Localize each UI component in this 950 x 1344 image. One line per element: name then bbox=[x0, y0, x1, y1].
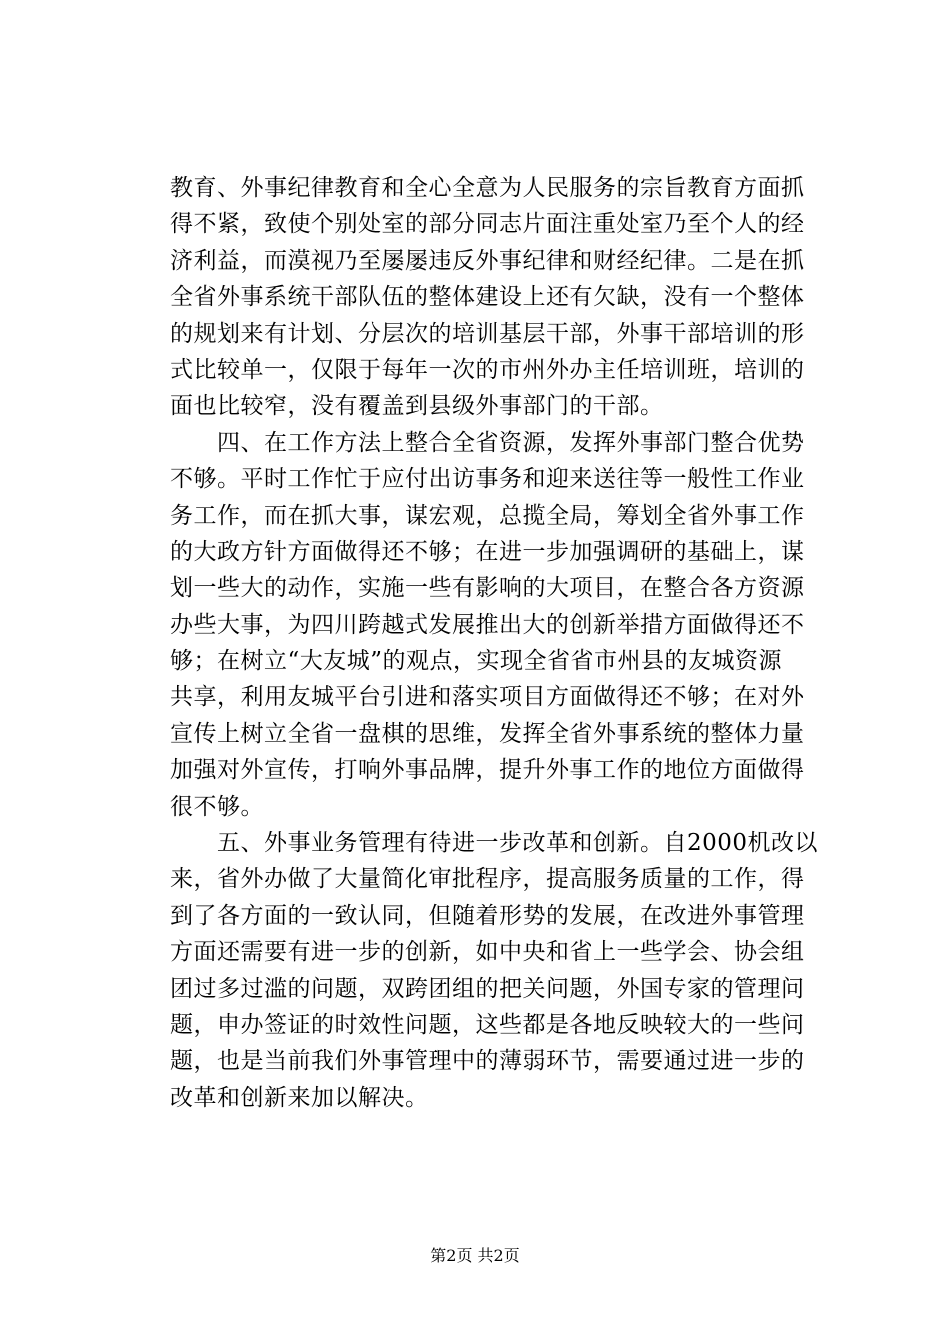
text-line: 共享，利用友城平台引进和落实项目方面做得还不够；在对外 bbox=[170, 684, 805, 711]
text-line: 式比较单一，仅限于每年一次的市州外办主任培训班，培训的 bbox=[170, 356, 805, 383]
text-line: 到了各方面的一致认同，但随着形势的发展，在改进外事管理 bbox=[170, 902, 805, 929]
text-line: 面也比较窄，没有覆盖到县级外事部门的干部。 bbox=[170, 393, 664, 420]
text-line: 不够。平时工作忙于应付出访事务和迎来送往等一般性工作业 bbox=[170, 466, 805, 493]
text-line: 济利益，而漠视乃至屡屡违反外事纪律和财经纪律。二是在抓 bbox=[170, 247, 805, 274]
text-line: 很不够。 bbox=[170, 793, 264, 820]
text-line: 方面还需要有进一步的创新，如中央和省上一些学会、协会组 bbox=[170, 939, 805, 966]
paragraph-start-line: 五、外事业务管理有待进一步改革和创新。自2000机改以 bbox=[170, 830, 819, 857]
text-line: 划一些大的动作，实施一些有影响的大项目，在整合各方资源 bbox=[170, 575, 805, 602]
text-line: 加强对外宣传，打响外事品牌，提升外事工作的地位方面做得 bbox=[170, 757, 805, 784]
text-line: 来，省外办做了大量简化审批程序，提高服务质量的工作，得 bbox=[170, 866, 805, 893]
text-line: 全省外事系统干部队伍的整体建设上还有欠缺，没有一个整体 bbox=[170, 284, 805, 311]
text-line: 够；在树立“大友城”的观点，实现全省省市州县的友城资源 bbox=[170, 648, 783, 675]
text-line: 改革和创新来加以解决。 bbox=[170, 1084, 429, 1111]
text-line: 团过多过滥的问题，双跨团组的把关问题，外国专家的管理问 bbox=[170, 975, 805, 1002]
text-line: 得不紧，致使个别处室的部分同志片面注重处室乃至个人的经 bbox=[170, 211, 805, 238]
page-footer: 第2页 共2页 bbox=[430, 1246, 520, 1265]
text-line: 题，也是当前我们外事管理中的薄弱环节，需要通过进一步的 bbox=[170, 1048, 805, 1075]
text-line: 的大政方针方面做得还不够；在进一步加强调研的基础上，谋 bbox=[170, 538, 805, 565]
text-line: 办些大事，为四川跨越式发展推出大的创新举措方面做得还不 bbox=[170, 611, 805, 638]
text-line: 务工作，而在抓大事，谋宏观，总揽全局，筹划全省外事工作 bbox=[170, 502, 805, 529]
text-line: 宣传上树立全省一盘棋的思维，发挥全省外事系统的整体力量 bbox=[170, 720, 805, 747]
text-line: 题，申办签证的时效性问题，这些都是各地反映较大的一些问 bbox=[170, 1011, 805, 1038]
paragraph-start-line: 四、在工作方法上整合全省资源，发挥外事部门整合优势 bbox=[170, 429, 805, 456]
text-line: 教育、外事纪律教育和全心全意为人民服务的宗旨教育方面抓 bbox=[170, 175, 805, 201]
text-line: 的规划来有计划、分层次的培训基层干部，外事干部培训的形 bbox=[170, 320, 805, 347]
document-body bbox=[170, 170, 830, 1116]
